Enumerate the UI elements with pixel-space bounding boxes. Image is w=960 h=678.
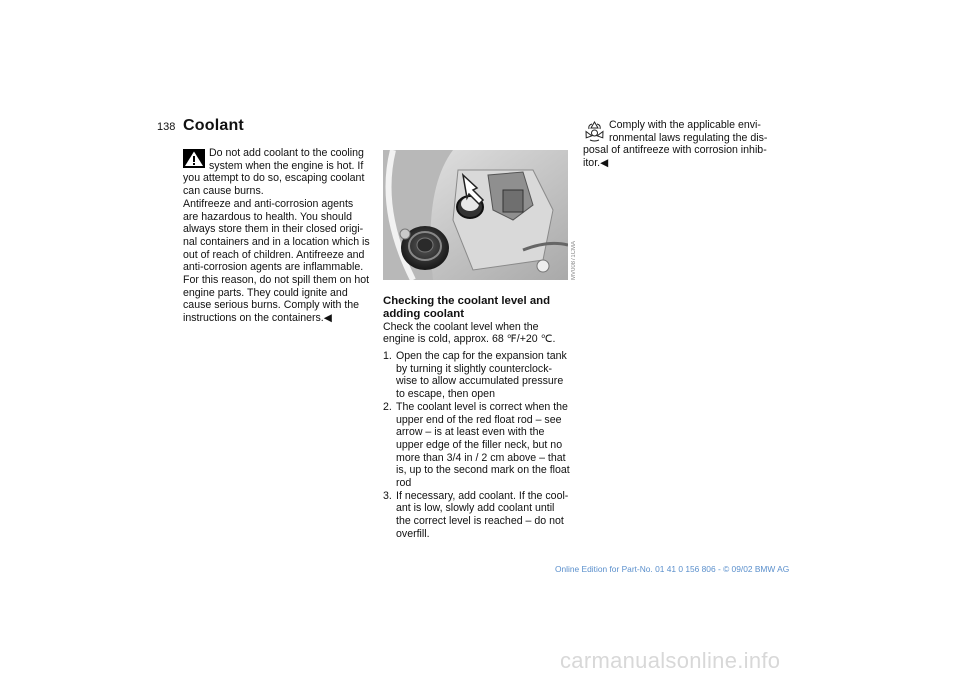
warning-block xyxy=(183,147,376,325)
step-line: the correct level is reached – do not xyxy=(396,515,564,528)
intro-line: Check the coolant level when the xyxy=(383,320,539,333)
step-line: wise to allow accumulated pressure xyxy=(396,375,564,388)
page-title: Coolant xyxy=(183,117,244,134)
step-line: more than 3/4 in / 2 cm above – that xyxy=(396,451,566,464)
step-line: upper end of the red float rod – see xyxy=(396,413,562,426)
warning-line: system when the engine is hot. If xyxy=(209,159,364,172)
section-heading-line: Checking the coolant level and xyxy=(383,295,551,307)
warning-line: are hazardous to health. You should xyxy=(183,210,353,223)
step-line: by turning it slightly counterclock- xyxy=(396,362,553,375)
warning-line: engine parts. They could ignite and xyxy=(183,286,348,299)
warning-line: anti-corrosion agents are inflammable. xyxy=(183,261,364,274)
section-heading-line: adding coolant xyxy=(383,307,464,320)
step-line: upper edge of the filler neck, but no xyxy=(396,438,563,451)
environment-line: posal of antifreeze with corrosion inhib- xyxy=(583,144,767,157)
list-item xyxy=(383,350,577,401)
warning-line: For this reason, do not spill them on hot xyxy=(183,274,370,287)
environment-line: ronmental laws regulating the dis- xyxy=(609,131,768,144)
warning-line: cause serious burns. Comply with the xyxy=(183,299,360,312)
warning-line: you attempt to do so, escaping coolant xyxy=(183,172,365,185)
site-watermark: carmanualsonline.info xyxy=(560,648,781,673)
intro-line: engine is cold, approx. 68 ℉/+20 ℃. xyxy=(383,333,556,346)
step-number: 3. xyxy=(383,489,392,502)
warning-triangle-icon xyxy=(183,149,205,168)
warning-line: Do not add coolant to the cooling xyxy=(209,147,364,159)
steps-list xyxy=(383,350,577,541)
environment-line: itor.◀ xyxy=(583,157,609,170)
step-line: overfill. xyxy=(396,527,430,540)
engine-bay-illustration xyxy=(383,150,568,280)
recycling-environment-icon xyxy=(583,120,606,143)
step-line: rod xyxy=(396,477,412,490)
checking-section xyxy=(383,295,577,541)
warning-line: always store them in their closed origi- xyxy=(183,223,364,236)
step-number: 2. xyxy=(383,400,392,413)
list-item xyxy=(383,490,577,541)
step-line: The coolant level is correct when the xyxy=(396,400,568,413)
environment-line: Comply with the applicable envi- xyxy=(609,119,761,131)
edition-footer: Online Edition for Part-No. 01 41 0 156 806 - © 09/02 BMW AG xyxy=(555,564,790,574)
warning-line: can cause burns. xyxy=(183,185,264,198)
step-line: Open the cap for the expansion tank xyxy=(396,350,567,362)
environment-block xyxy=(583,119,775,170)
list-item xyxy=(383,401,577,490)
step-number: 1. xyxy=(383,350,392,362)
step-line: arrow – is at least even with the xyxy=(396,426,545,439)
page-number: 138 xyxy=(157,121,176,133)
warning-line: out of reach of children. Antifreeze and xyxy=(183,248,365,261)
section-heading xyxy=(383,295,577,321)
step-line: is, up to the second mark on the float xyxy=(396,464,570,477)
step-line: ant is low, slowly add coolant until xyxy=(396,502,555,515)
warning-line: nal containers and in a location which is xyxy=(183,235,370,248)
coolant-tank-photo xyxy=(383,150,568,280)
warning-line: instructions on the containers.◀ xyxy=(183,312,332,325)
step-line: If necessary, add coolant. If the cool- xyxy=(396,489,569,502)
warning-line: Antifreeze and anti-corrosion agents xyxy=(183,197,354,210)
step-line: to escape, then open xyxy=(396,388,495,401)
figure-code: MV00871CMA xyxy=(571,240,577,280)
